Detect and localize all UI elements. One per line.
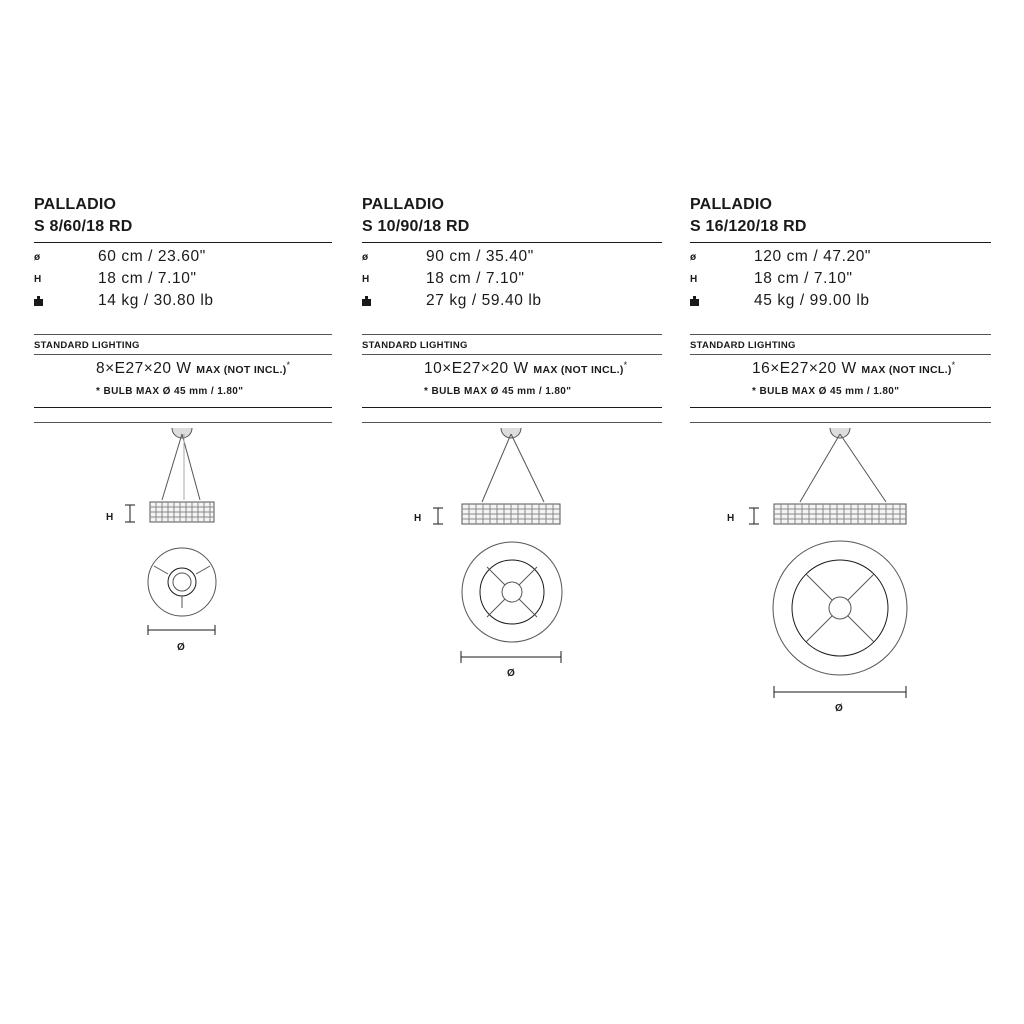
max-label: MAX (NOT INCL.) xyxy=(861,364,952,376)
height-dim-label: H xyxy=(414,513,422,524)
fixture-top-outer xyxy=(462,542,562,642)
bulb-note: * BULB MAX Ø 45 mm / 1.80" xyxy=(752,386,900,397)
height-icon: H xyxy=(690,274,698,285)
lamp-drawing xyxy=(34,194,332,674)
height-value: 18 cm / 7.10" xyxy=(426,270,525,287)
diameter-dim-label: Ø xyxy=(507,668,515,679)
product-code: S 16/120/18 RD xyxy=(690,218,807,235)
lighting-value: 16×E27×20 W xyxy=(752,360,857,377)
weight-value: 27 kg / 59.40 lb xyxy=(426,292,542,309)
ceiling-rose xyxy=(501,428,521,438)
lamp-drawing xyxy=(362,194,662,694)
cable xyxy=(511,434,544,502)
standard-lighting-label: STANDARD LIGHTING xyxy=(690,340,796,351)
standard-lighting-label: STANDARD LIGHTING xyxy=(34,340,140,351)
cable xyxy=(162,434,182,500)
cable xyxy=(800,434,840,502)
diameter-icon: ø xyxy=(34,252,41,263)
lamp-drawing xyxy=(690,194,991,734)
weight-value: 14 kg / 30.80 lb xyxy=(98,292,214,309)
product-name: PALLADIO xyxy=(690,196,773,213)
max-label: MAX (NOT INCL.) xyxy=(533,364,624,376)
footnote-star: * xyxy=(623,360,628,370)
height-value: 18 cm / 7.10" xyxy=(754,270,853,287)
ceiling-rose xyxy=(830,428,850,438)
cable xyxy=(182,434,200,500)
diameter-icon: ø xyxy=(362,252,369,263)
footnote-star: * xyxy=(951,360,956,370)
cable xyxy=(840,434,886,502)
ceiling-rose xyxy=(172,428,192,438)
height-value: 18 cm / 7.10" xyxy=(98,270,197,287)
max-label: MAX (NOT INCL.) xyxy=(196,364,287,376)
diameter-value: 90 cm / 35.40" xyxy=(426,248,534,265)
bulb-note: * BULB MAX Ø 45 mm / 1.80" xyxy=(96,386,244,397)
diameter-icon: ø xyxy=(690,252,697,263)
product-column-3 xyxy=(690,194,991,754)
product-column-2 xyxy=(362,194,662,754)
product-name: PALLADIO xyxy=(34,196,117,213)
diameter-dim-label: Ø xyxy=(177,642,185,653)
fixture-top-hub xyxy=(173,573,191,591)
fixture-top-outer xyxy=(773,541,907,675)
product-code: S 10/90/18 RD xyxy=(362,218,470,235)
cable xyxy=(482,434,511,502)
bulb-note: * BULB MAX Ø 45 mm / 1.80" xyxy=(424,386,572,397)
lighting-value: 8×E27×20 W xyxy=(96,360,192,377)
standard-lighting-label: STANDARD LIGHTING xyxy=(362,340,468,351)
product-column-1 xyxy=(34,194,332,754)
weight-value: 45 kg / 99.00 lb xyxy=(754,292,870,309)
lighting-value: 10×E27×20 W xyxy=(424,360,529,377)
diameter-value: 60 cm / 23.60" xyxy=(98,248,206,265)
fixture-top-hub xyxy=(829,597,851,619)
diameter-value: 120 cm / 47.20" xyxy=(754,248,872,265)
product-name: PALLADIO xyxy=(362,196,445,213)
product-code: S 8/60/18 RD xyxy=(34,218,133,235)
height-dim-label: H xyxy=(106,512,114,523)
height-dim-label: H xyxy=(727,513,735,524)
footnote-star: * xyxy=(286,360,291,370)
height-icon: H xyxy=(34,274,42,285)
fixture-top-inner xyxy=(168,568,196,596)
diameter-dim-label: Ø xyxy=(835,703,843,714)
height-icon: H xyxy=(362,274,370,285)
